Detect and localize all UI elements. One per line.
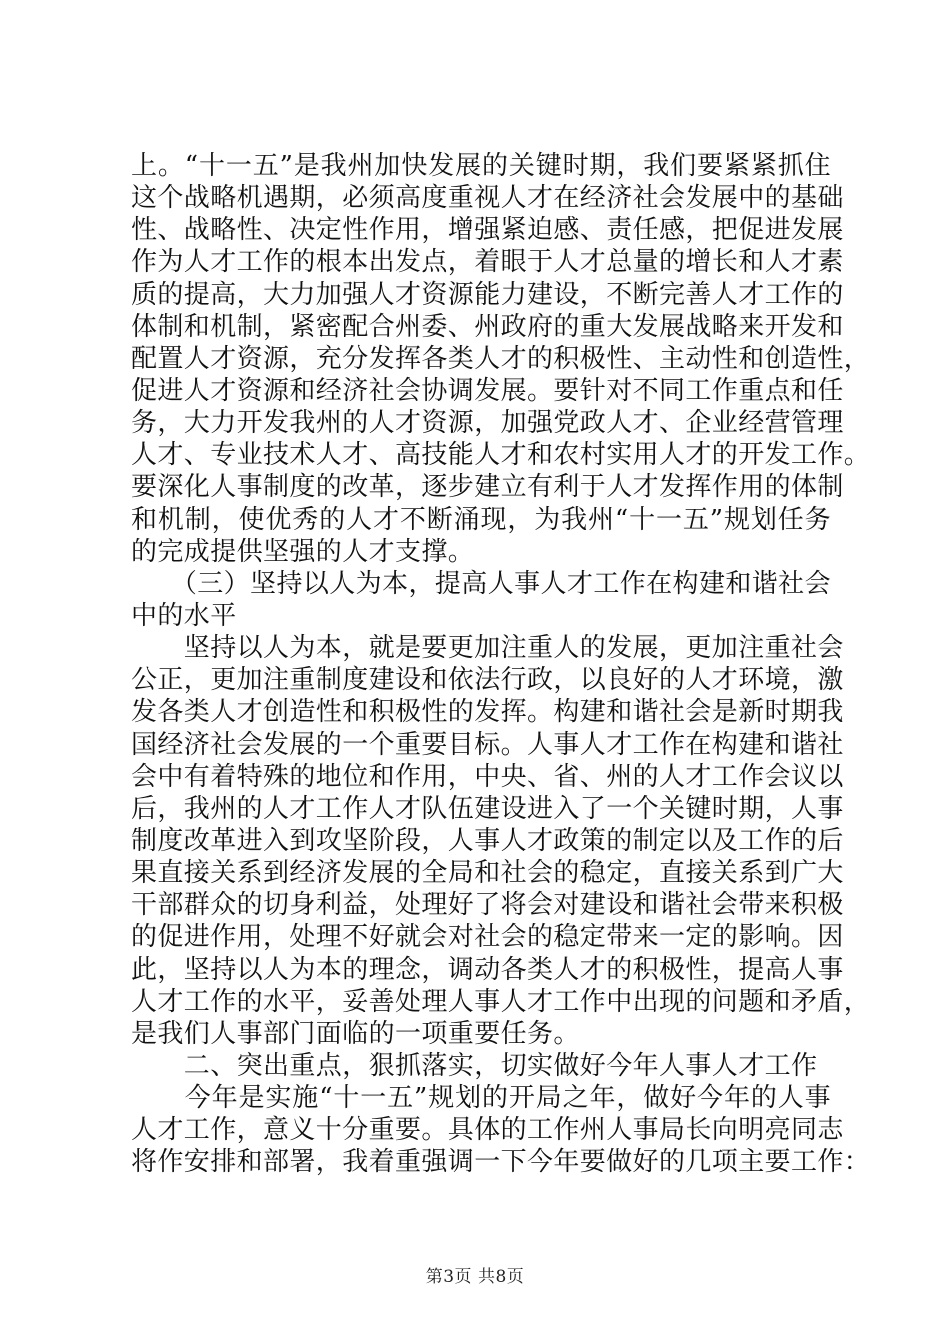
text-line: 这个战略机遇期，必须高度重视人才在经济社会发展中的基础 [131, 183, 844, 214]
text-line: 的完成提供坚强的人才支撑。 [131, 536, 475, 567]
text-line: 作为人才工作的根本出发点，着眼于人才总量的增长和人才素 [131, 247, 844, 278]
text-line: 干部群众的切身利益，处理好了将会对建设和谐社会带来积极 [131, 890, 844, 921]
text-line: 此，坚持以人为本的理念，调动各类人才的积极性，提高人事 [131, 954, 844, 985]
text-line: 制度改革进入到攻坚阶段，人事人才政策的制定以及工作的后 [131, 825, 844, 856]
text-line: 要深化人事制度的改革，逐步建立有利于人才发挥作用的体制 [131, 472, 844, 503]
text-line: 上。“十一五”是我州加快发展的关键时期，我们要紧紧抓住 [131, 151, 831, 181]
text-line: 促进人才资源和经济社会协调发展。要针对不同工作重点和任 [131, 375, 844, 406]
text-line: 体制和机制，紧密配合州委、州政府的重大发展战略来开发和 [131, 311, 844, 342]
text-line: 果直接关系到经济发展的全局和社会的稳定，直接关系到广大 [131, 858, 844, 889]
text-line: 会中有着特殊的地位和作用，中央、省、州的人才工作会议以 [131, 761, 844, 792]
text-line: 国经济社会发展的一个重要目标。人事人才工作在构建和谐社 [131, 729, 844, 760]
text-line: 性、战略性、决定性作用，增强紧迫感、责任感，把促进发展 [131, 215, 844, 246]
text-line: 务，大力开发我州的人才资源，加强党政人才、企业经营管理 [131, 408, 844, 439]
text-line: 发各类人才创造性和积极性的发挥。构建和谐社会是新时期我 [131, 697, 844, 728]
text-line: 坚持以人为本，就是要更加注重人的发展，更加注重社会 [131, 633, 844, 664]
text-line: 的促进作用，处理不好就会对社会的稳定带来一定的影响。因 [131, 922, 844, 953]
text-line: （三）坚持以人为本，提高人事人才工作在构建和谐社会 [131, 568, 831, 599]
text-line: 将作安排和部署，我着重强调一下今年要做好的几项主要工作： [131, 1147, 871, 1178]
text-line: 中的水平 [131, 600, 237, 631]
text-line: 公正，更加注重制度建设和依法行政，以良好的人才环境，激 [131, 665, 844, 696]
text-line: 人才、专业技术人才、高技能人才和农村实用人才的开发工作。 [131, 440, 871, 471]
text-line: 质的提高，大力加强人才资源能力建设，不断完善人才工作的 [131, 279, 844, 310]
text-line: 人才工作，意义十分重要。具体的工作州人事局长向明亮同志 [131, 1115, 844, 1146]
text-line: 是我们人事部门面临的一项重要任务。 [131, 1018, 580, 1049]
text-line: 后，我州的人才工作人才队伍建设进入了一个关键时期，人事 [131, 793, 844, 824]
text-line: 二、突出重点，狠抓落实，切实做好今年人事人才工作 [131, 1050, 818, 1081]
page-footer: 第3页 共8页 [425, 1267, 525, 1287]
text-line: 和机制，使优秀的人才不断涌现，为我州“十一五”规划任务 [131, 504, 831, 535]
text-line: 今年是实施“十一五”规划的开局之年，做好今年的人事 [131, 1083, 831, 1114]
body-text [131, 150, 871, 1179]
text-line: 人才工作的水平，妥善处理人事人才工作中出现的问题和矛盾， [131, 986, 871, 1017]
text-line: 配置人才资源，充分发挥各类人才的积极性、主动性和创造性， [131, 343, 871, 374]
